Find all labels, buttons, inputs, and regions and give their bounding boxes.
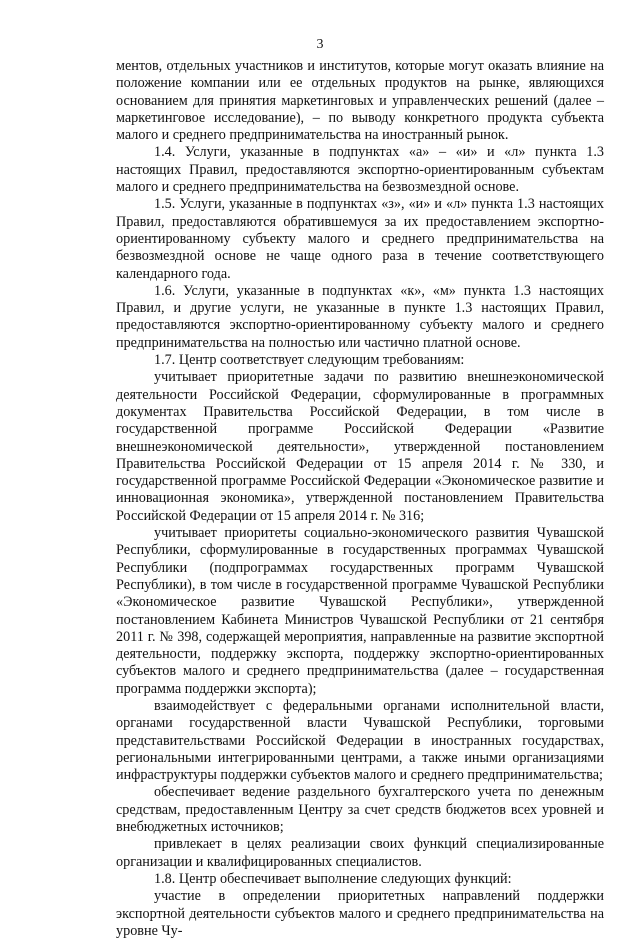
document-body (116, 58, 604, 940)
paragraph: взаимодействует с федеральными органами исполнительной власти, органами государственной власти Чувашской Республики, торговыми представительствами Российской Федерации в иностранных государствах, региональными интегрированными центрами, а также иными организациями инфраструктуры поддержки субъектов малого и среднего предпринимательства; (116, 697, 604, 784)
paragraph: ментов, отдельных участников и институтов, которые могут оказать влияние на положение компании или ее отдельных продуктов на рынке, являющихся основанием для принятия маркетинговых и управленческих решений (далее – маркетинговое исследование), – по выводу конкретного продукта субъекта малого и среднего предпринимательства на иностранный рынок. (116, 58, 604, 144)
paragraph: обеспечивает ведение раздельного бухгалтерского учета по денежным средствам, предоставленным Центру за счет средств бюджетов всех уровней и внебюджетных источников; (116, 784, 604, 836)
paragraph: учитывает приоритеты социально-экономического развития Чувашской Республики, сформулированные в государственных программах Чувашской Республики (подпрограммах государственных программ Чувашской Республики), в том числе в государственной программе Чувашской Республики «Экономическое развитие Чувашской Республики», утвержденной постановлением Кабинета Министров Чувашской Республики от 21 сентября 2011 г. № 398, содержащей мероприятия, направленные на развитие экспортной деятельности, поддержку экспорта, поддержку экспортно-ориентированных субъектов малого и среднего предпринимательства (далее – государственная программа поддержки экспорта); (116, 525, 604, 697)
paragraph: 1.7. Центр соответствует следующим требованиям: (154, 352, 465, 369)
paragraph: учитывает приоритетные задачи по развитию внешнеэкономической деятельности Российской Федерации, сформулированные в программных документах Правительства Российской Федерации, в том числе в государственной программе Российской Федерации «Развитие внешнеэкономической деятельности», утвержденной постановлением Правительства Российской Федерации от 15 апреля 2014 г. № 330, и государственной программе Российской Федерации «Экономическое развитие и инновационная экономика», утвержденной постановлением Правительства Российской Федерации от 15 апреля 2014 г. № 316; (116, 369, 604, 524)
paragraph: 1.6. Услуги, указанные в подпунктах «к», «м» пункта 1.3 настоящих Правил, и другие услуги, не указанные в пункте 1.3 настоящих Правил, предоставляются экспортно-ориентированному субъекту малого и среднего предпринимательства на полностью или частично платной основе. (116, 282, 604, 351)
paragraph: участие в определении приоритетных направлений поддержки экспортной деятельности субъектов малого и среднего предпринимательства на уровне Чу- (116, 888, 604, 939)
paragraph: 1.5. Услуги, указанные в подпунктах «з», «и» и «л» пункта 1.3 настоящих Правил, предоставляются обратившемуся за их предоставлением экспортно-ориентированному субъекту малого и среднего предпринимательства на безвозмездной основе не чаще одного раза в течение соответствующего календарного года. (116, 196, 604, 282)
paragraph: 1.8. Центр обеспечивает выполнение следующих функций: (154, 870, 512, 887)
page-number: 3 (316, 37, 324, 52)
paragraph: привлекает в целях реализации своих функций специализированные организации и квалифицированных специалистов. (116, 836, 604, 870)
paragraph: 1.4. Услуги, указанные в подпунктах «а» – «и» и «л» пункта 1.3 настоящих Правил, предоставляются экспортно-ориентированным субъектам малого и среднего предпринимательства на безвозмездной основе. (116, 144, 604, 196)
